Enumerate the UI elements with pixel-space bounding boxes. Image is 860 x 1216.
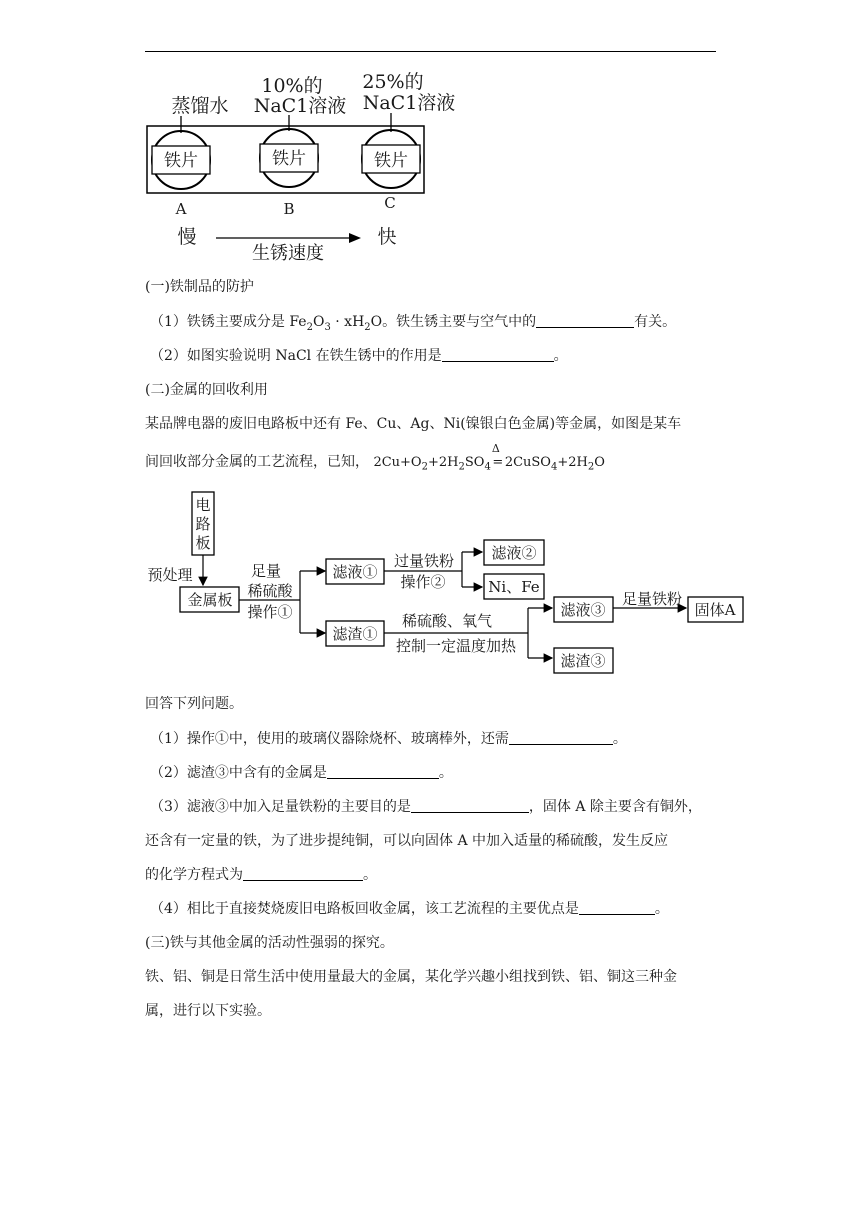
solution-label-b2: NaC1溶液 (253, 95, 347, 117)
answer-blank-a3b[interactable] (243, 866, 363, 881)
answer-blank-a2[interactable] (327, 764, 439, 779)
circuit-board-char-1: 电 (195, 496, 211, 514)
paragraph-1: 某品牌电器的废旧电路板中还有 Fe、Cu、Ag、Ni(镍银白色金属)等金属，如图是某车 (145, 416, 682, 432)
sub-question-2: （2）滤渣③中含有的金属是 。 (150, 765, 453, 781)
rate-label: 生锈速度 (252, 243, 324, 264)
slow-label: 慢 (177, 226, 197, 248)
answer-intro: 回答下列问题。 (145, 696, 243, 712)
paragraph-4: 属，进行以下实验。 (145, 1003, 271, 1019)
filtrate-3-label: 滤液③ (560, 601, 606, 619)
filtrate-2-label: 滤液② (491, 544, 537, 562)
solution-label-c2: NaC1溶液 (362, 92, 456, 114)
position-c: C (384, 194, 396, 212)
residue-1-label: 滤渣① (332, 625, 378, 643)
iron-label-c: 铁片 (374, 151, 408, 171)
enough-iron-label: 足量铁粉 (621, 590, 683, 608)
sub-question-4: （4）相比于直接焚烧废旧电路板回收金属，该工艺流程的主要优点是 。 (150, 901, 669, 917)
op1-label: 操作① (247, 603, 293, 621)
metal-plate-label: 金属板 (187, 591, 233, 609)
acid-label-1: 足量 (250, 562, 282, 580)
iron-label-b: 铁片 (272, 149, 306, 169)
op2-label: 操作② (400, 573, 446, 591)
beaker-a (152, 116, 210, 189)
circuit-board-char-3: 板 (195, 534, 211, 552)
sub-question-3-line-2: 还含有一定量的铁，为了进步提纯铜，可以向固体 A 中加入适量的稀硫酸，发生反应 (145, 833, 669, 849)
question-2: （2）如图实验说明 NaCl 在铁生锈中的作用是 。 (150, 348, 568, 364)
fast-label: 快 (377, 226, 397, 248)
section-one-heading: (一)铁制品的防护 (145, 279, 254, 295)
beaker-c (362, 113, 420, 188)
sub-question-3-line-3: 的化学方程式为 。 (145, 867, 377, 883)
circuit-board-char-2: 路 (195, 515, 211, 533)
answer-blank-q1[interactable] (536, 313, 634, 328)
residue-3-label: 滤渣③ (560, 652, 606, 670)
solid-a-label: 固体A (694, 601, 736, 619)
pretreat-label: 预处理 (147, 566, 193, 584)
heat-label: 控制一定温度加热 (395, 637, 517, 655)
paragraph-2: 间回收部分金属的工艺流程，已知， $2Cu+O_2+2H_2SO_4$ Δ = $2CuSO_4+2H_2O$ (145, 442, 605, 473)
position-b: B (283, 200, 295, 218)
answer-blank-q2[interactable] (442, 347, 554, 362)
question-1: （1）铁锈主要成分是 $Fe_2O_3 \cdot xH_2O$。铁生锈主要与空气中的 有关。 (150, 314, 677, 333)
solution-label-a: 蒸馏水 (171, 95, 229, 117)
section-three-heading: (三)铁与其他金属的活动性强弱的探究。 (145, 935, 394, 951)
filtrate-1-label: 滤液① (332, 563, 378, 581)
sub-question-1: （1）操作①中，使用的玻璃仪器除烧杯、玻璃棒外，还需 。 (150, 731, 627, 747)
solution-label-c1: 25%的 (362, 71, 424, 93)
paragraph-3: 铁、铝、铜是日常生活中使用量最大的金属，某化学兴趣小组找到铁、铝、铜这三种金 (145, 969, 677, 985)
acid-oxygen-label: 稀硫酸、氧气 (401, 612, 493, 630)
rust-experiment-figure (0, 0, 860, 270)
answer-blank-a1[interactable] (509, 730, 613, 745)
reaction-equation: $2Cu+O_2+2H_2SO_4$ Δ = $2CuSO_4+2H_2O$ (373, 442, 605, 473)
acid-label-2: 稀硫酸 (247, 582, 293, 600)
sub-question-3: （3）滤液③中加入足量铁粉的主要目的是 ，固体 A 除主要含有铜外， (150, 799, 702, 815)
recycling-flow-diagram (0, 480, 860, 680)
section-two-heading: (二)金属的回收利用 (145, 382, 268, 398)
position-a: A (175, 200, 187, 218)
ni-fe-label: Ni、Fe (488, 578, 540, 596)
answer-blank-a3a[interactable] (411, 798, 529, 813)
solution-label-b1: 10%的 (261, 75, 323, 97)
answer-blank-a4[interactable] (579, 900, 655, 915)
iron-powder-label: 过量铁粉 (393, 552, 455, 570)
iron-label-a: 铁片 (164, 151, 198, 171)
